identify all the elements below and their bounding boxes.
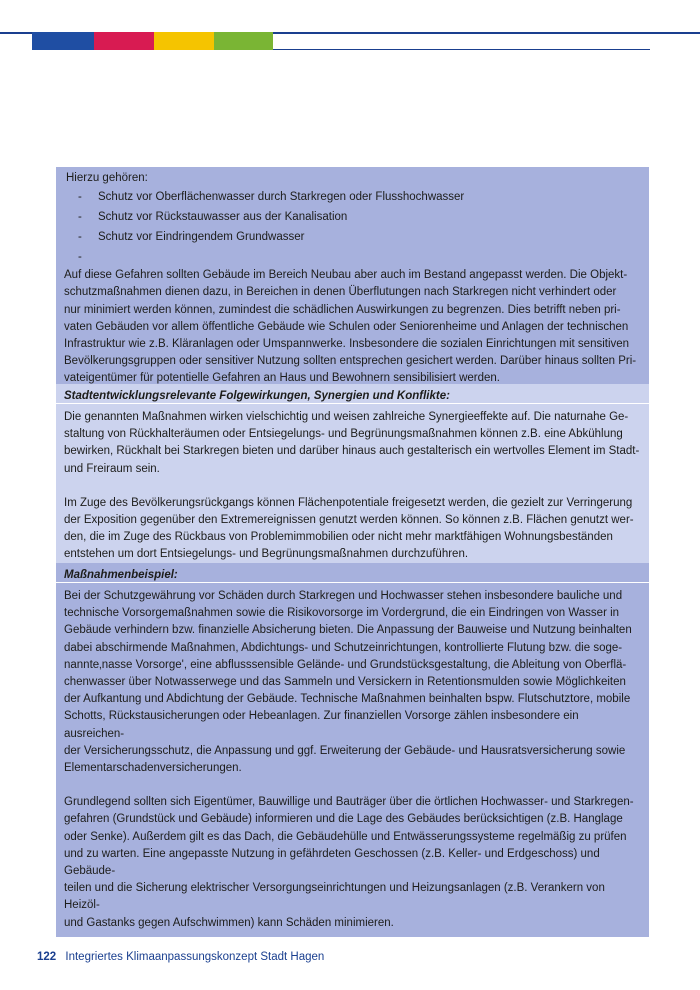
document-title: Integriertes Klimaanpassungskonzept Stadt Hagen <box>65 951 325 963</box>
page-footer <box>37 951 324 963</box>
hazard-list <box>64 187 641 267</box>
paragraph: Bei der Schutzgewährung vor Schäden durch Starkregen und Hochwasser stehen insbesondere bauliche und technische Vorsorgemaßnahmen sowie die Risikovorsorge im Vordergrund, die ein Eindringen von Wasser in Gebäude verhindern bzw. finanzielle Absicherung bieten. Die Anpassung der Bauweise und Nutzung beinhalten dabei abschirmende Maßnahmen, Abdichtungs- und Schutzeinrichtungen, kontrollierte Flutung bzw. die soge- nannte‚nasse Vorsorge', eine abflusssensible Gelände- und Grundstücksgestaltung, die Ableitung von Oberflä- chenwasser über Notwasserwege und das Sammeln und Versickern in Retentionsmulden sowie Möglichkeiten der Aufkantung und Abdichtung der Gebäude. Technische Maßnahmen beinhalten bspw. Flutschutztore, mobile Schotts, Rückstausicherungen oder Hebeanlagen. Zur finanziellen Vorsorge zählen insbesondere ein ausreichen- der Versicherungsschutz, die Anpassung und ggf. Erweiterung der Gebäude- und Hausratsversicherung sowie Elementarschadenversicherungen. <box>64 590 632 775</box>
paragraph: Die genannten Maßnahmen wirken vielschichtig und weisen zahlreiche Synergieeffekte auf. Die naturnahe Ge- staltung von Rückhalteräumen oder Entsiegelungs- und Begrünungsmaßnahmen können z.B. eine Abkühlung bewirken, Rückhalt bei Starkregen bieten und darüber hinaus auch gestalterisch ein wertvolles Element im Stadt- und Freiraum sein. <box>64 411 640 475</box>
list-item: - Schutz vor Eindringendem Grundwasser <box>78 231 305 244</box>
example-block <box>56 563 649 937</box>
list-item: - Schutz vor Oberflächenwasser durch Starkregen oder Flusshochwasser <box>78 191 465 204</box>
page-number: 122 <box>37 951 57 963</box>
section-heading: Stadtentwicklungsrelevante Folgewirkungen, Synergien und Konflikte: <box>56 384 649 404</box>
color-segment-blue <box>32 32 94 50</box>
paragraph: Grundlegend sollten sich Eigentümer, Bauwillige und Bauträger über die örtlichen Hochwasser- und Starkregen- gefahren (Grundstück und Gebäude) informieren und die Lage des Gebäudes berücksichtigen (z.B. Hanglage oder Senke). Außerdem gilt es das Dach, die Gebäudehülle und Entwässerungssysteme regelmäßig zu prüfen und zu warten. Eine angepasste Nutzung in gefährdeten Geschossen (z.B. Keller- und Erdgeschoss) und Gebäude- teilen und die Sicherung elektrischer Versorgungseinrichtungen und Heizungsanlagen (z.B. Verankern von Heizöl- und Gastanks gegen Aufschwimmen) kann Schäden minimieren. <box>64 796 634 929</box>
header-rule <box>273 49 650 50</box>
list-item: - <box>78 251 82 264</box>
measure-box <box>56 167 649 937</box>
section-heading: Maßnahmenbeispiel: <box>56 563 649 583</box>
color-segment-yellow <box>154 32 214 50</box>
color-segment-red <box>94 32 154 50</box>
list-item: - Schutz vor Rückstauwasser aus der Kanalisation <box>78 211 348 224</box>
synergies-block <box>56 384 649 563</box>
paragraph: Im Zuge des Bevölkerungsrückgangs können Flächenpotentiale freigesetzt werden, die gezielt zur Verringerung der Exposition gegenüber den Extremereignissen genutzt werden können. So können z.B. Flächen genutzt wer- den, die im Zuge des Rückbaus von Problemimmobilien oder nicht mehr marktfähigen Wohnungsbeständen entstehen um dort Entsiegelungs- und Begrünungsmaßnahmen durchzuführen. <box>64 496 634 561</box>
hazard-block <box>56 167 649 384</box>
paragraph: Auf diese Gefahren sollten Gebäude im Bereich Neubau aber auch im Bestand angepasst werden. Die Objekt- schutzmaßnahmen dienen dazu, in Bereichen in denen Überflutungen nach Starkregen nicht verhindert oder nur minimiert werden können, zumindest die schädlichen Auswirkungen zu begrenzen. Dies betrifft neben pri- vaten Gebäuden vor allem öffentliche Gebäude wie Schulen oder Seniorenheime und Anlagen der technischen Infrastruktur wie z.B. Kläranlagen oder Umspannwerke. Insbesondere die sozialen Einrichtungen mit sensitiven Bevölkerungsgruppen oder sensitiver Nutzung sollten entsprechen gesichert werden. Darüber hinaus sollten Pri- vateigentümer für potentielle Gefahren an Haus und Bewohnern sensibilisiert werden. <box>64 269 637 385</box>
list-intro: Hierzu gehören: <box>66 172 148 184</box>
header-color-bar <box>0 32 700 50</box>
color-segment-green <box>214 32 273 50</box>
